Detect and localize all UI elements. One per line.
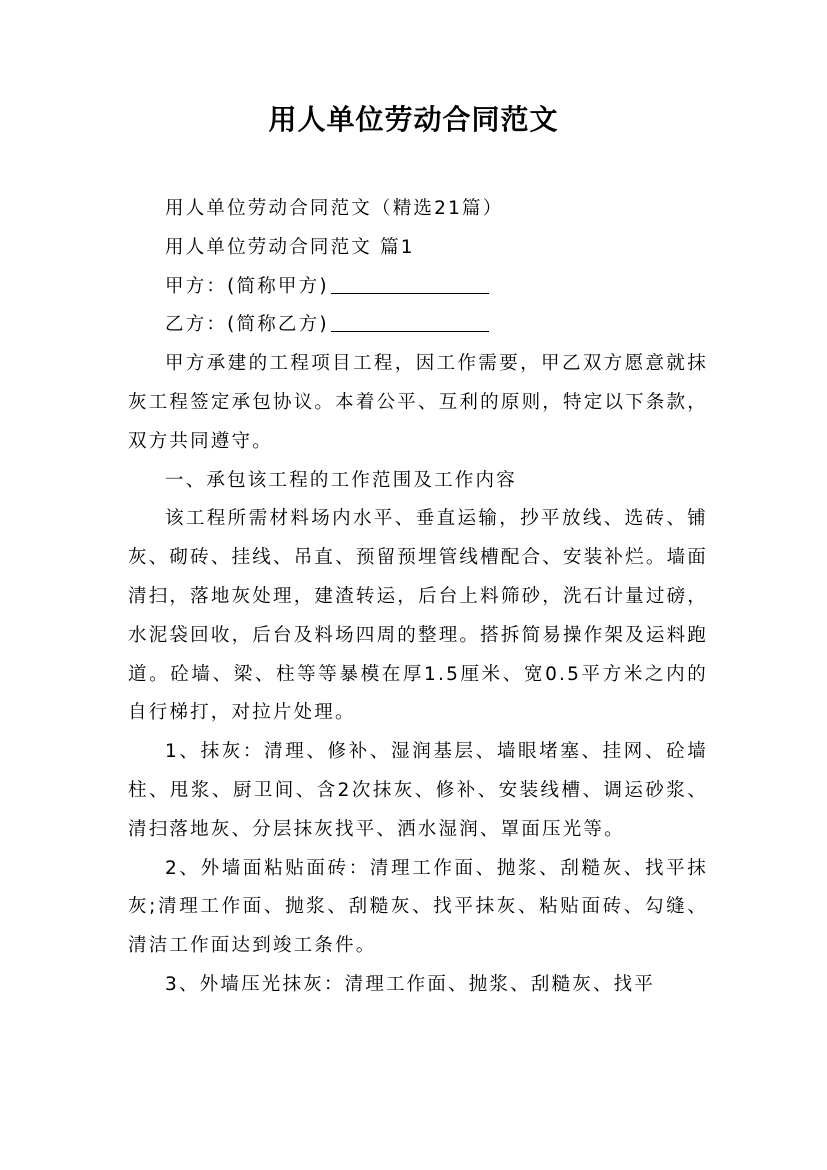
party-b-line <box>128 306 708 345</box>
item-exterior-plaster-paragraph: 3、外墙压光抹灰：清理工作面、抛浆、刮糙灰、找平 <box>165 973 656 995</box>
item-plastering-paragraph: 1、抹灰：清理、修补、湿润基层、墙眼堵塞、挂网、砼墙柱、甩浆、厨卫间、含2次抹灰、修补、安装线槽、调运砂浆、清扫落地灰、分层抹灰找平、洒水湿润、罩面压光等。 <box>128 741 708 840</box>
document-body <box>128 190 708 1005</box>
party-b-blank <box>331 313 489 333</box>
item-tiling-paragraph: 2、外墙面粘贴面砖：清理工作面、抛浆、刮糙灰、找平抹灰;清理工作面、抛浆、刮糙灰、找平抹灰、粘贴面砖、勾缝、清洁工作面达到竣工条件。 <box>128 857 708 957</box>
party-a-label: 甲方：(简称甲方) <box>165 275 329 297</box>
scope-detail-paragraph: 该工程所需材料场内水平、垂直运输，抄平放线、选砖、铺灰、砌砖、挂线、吊直、预留预埋管线槽配合、安装补烂。墙面清扫，落地灰处理，建渣转运，后台上料筛砂，洗石计量过磅，水泥袋回收，后台及料场四周的整理。搭拆简易操作架及运料跑道。砼墙、梁、柱等等暴模在厚1.5厘米、宽0.5平方米之内的自行梯打，对拉片处理。 <box>128 508 708 724</box>
scope-heading: 一、承包该工程的工作范围及工作内容 <box>165 469 517 491</box>
document-title: 用人单位劳动合同范文 <box>268 103 559 136</box>
party-a-blank <box>331 274 489 294</box>
party-a-line <box>128 268 708 307</box>
section-heading: 用人单位劳动合同范文 篇1 <box>165 236 415 258</box>
intro-paragraph: 甲方承建的工程项目工程，因工作需要，甲乙双方愿意就抹灰工程签定承包协议。本着公平、互利的原则，特定以下条款，双方共同遵守。 <box>128 353 708 452</box>
party-b-label: 乙方：(简称乙方) <box>165 314 329 336</box>
subtitle-paragraph: 用人单位劳动合同范文（精选21篇） <box>165 198 504 219</box>
